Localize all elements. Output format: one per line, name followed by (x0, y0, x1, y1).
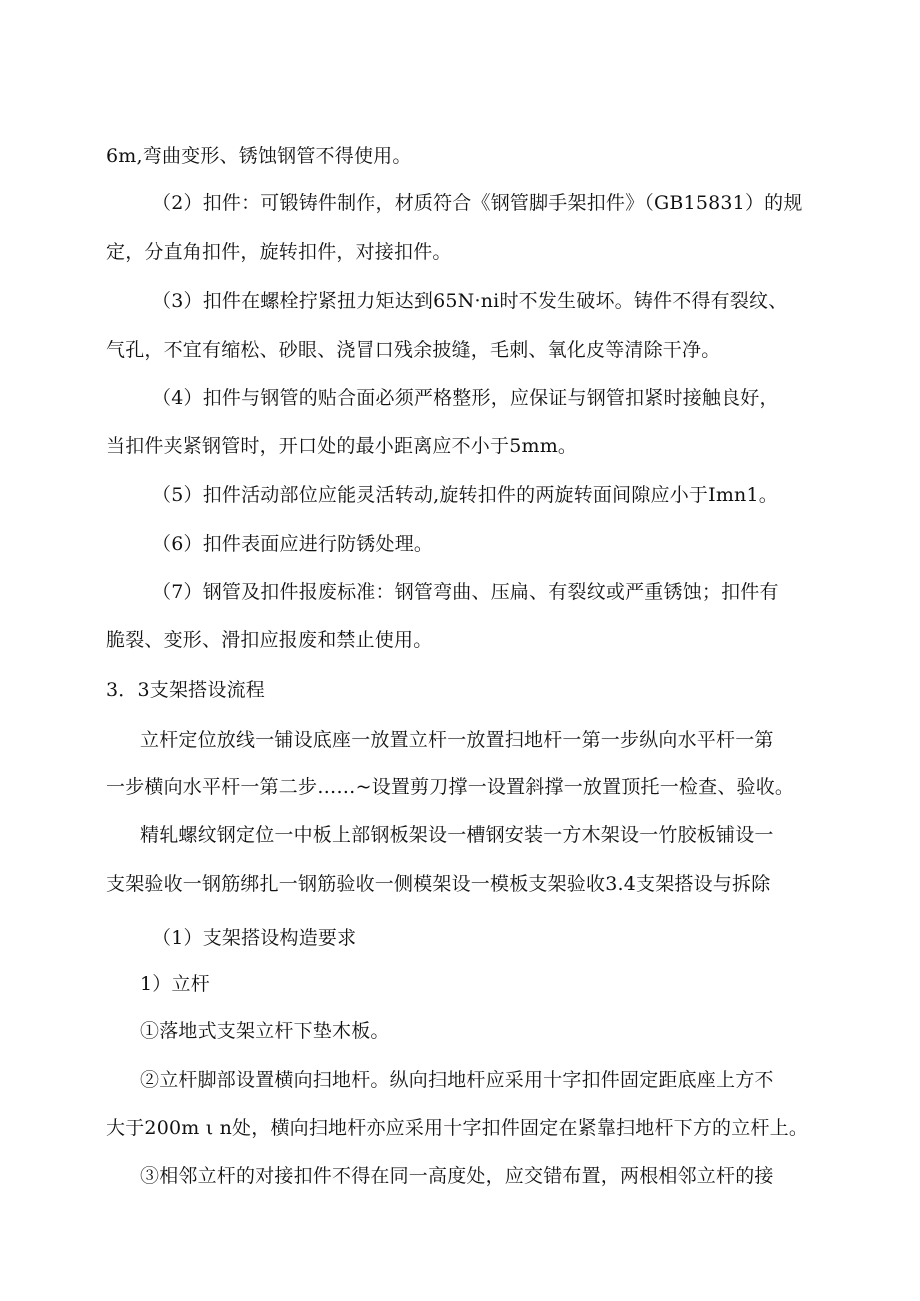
text-line: 当扣件夹紧钢管时，开口处的最小距离应不小于5mm。 (106, 435, 578, 457)
subsection-heading: 1）立杆 (140, 973, 210, 995)
text-line: （4）扣件与钢管的贴合面必须严格整形，应保证与钢管扣紧时接触良好， (152, 387, 779, 409)
text-line: 精轧螺纹钢定位一中板上部钢板架设一槽钢安装一方木架设一竹胶板铺设一 (140, 824, 774, 846)
text-line: （3）扣件在螺栓拧紧扭力矩达到65N·ni时不发生破坏。铸件不得有裂纹、 (152, 290, 788, 312)
text-line: 定，分直角扣件，旋转扣件，对接扣件。 (106, 241, 452, 263)
text-line: 6m,弯曲变形、锈蚀钢管不得使用。 (106, 145, 412, 167)
text-line: ①落地式支架立杆下垫木板。 (140, 1020, 390, 1042)
text-line: （7）钢管及扣件报废标准：钢管弯曲、压扁、有裂纹或严重锈蚀；扣件有 (152, 581, 779, 603)
text-line: ③相邻立杆的对接扣件不得在同一高度处，应交错布置，两根相邻立杆的接 (140, 1165, 774, 1187)
text-line: 大于200m ι n处，横向扫地杆亦应采用十字扣件固定在紧靠扫地杆下方的立杆上。 (106, 1117, 809, 1139)
section-heading: 3．3支架搭设流程 (106, 679, 265, 701)
text-line: 一步横向水平杆一第二步……~设置剪刀撑一设置斜撑一放置顶托一检查、验收。 (106, 776, 795, 798)
text-line: 脆裂、变形、滑扣应报废和禁止使用。 (106, 629, 433, 651)
subsection-heading: （1）支架搭设构造要求 (152, 927, 357, 949)
text-line: ②立杆脚部设置横向扫地杆。纵向扫地杆应采用十字扣件固定距底座上方不 (140, 1069, 774, 1091)
text-line: 气孔，不宜有缩松、砂眼、浇冒口残余披缝，毛刺、氧化皮等清除干净。 (106, 339, 721, 361)
text-line: 立杆定位放线一铺设底座一放置立杆一放置扫地杆一第一步纵向水平杆一第 (140, 729, 774, 751)
text-line: （6）扣件表面应进行防锈处理。 (152, 533, 434, 555)
text-line: （5）扣件活动部位应能灵活转动,旋转扣件的两旋转面间隙应小于Imn1。 (152, 484, 778, 506)
text-line: 支架验收一钢筋绑扎一钢筋验收一侧模架设一模板支架验收3.4支架搭设与拆除 (106, 873, 771, 895)
text-line: （2）扣件：可锻铸件制作，材质符合《钢管脚手架扣件》（GB15831）的规 (152, 192, 803, 214)
